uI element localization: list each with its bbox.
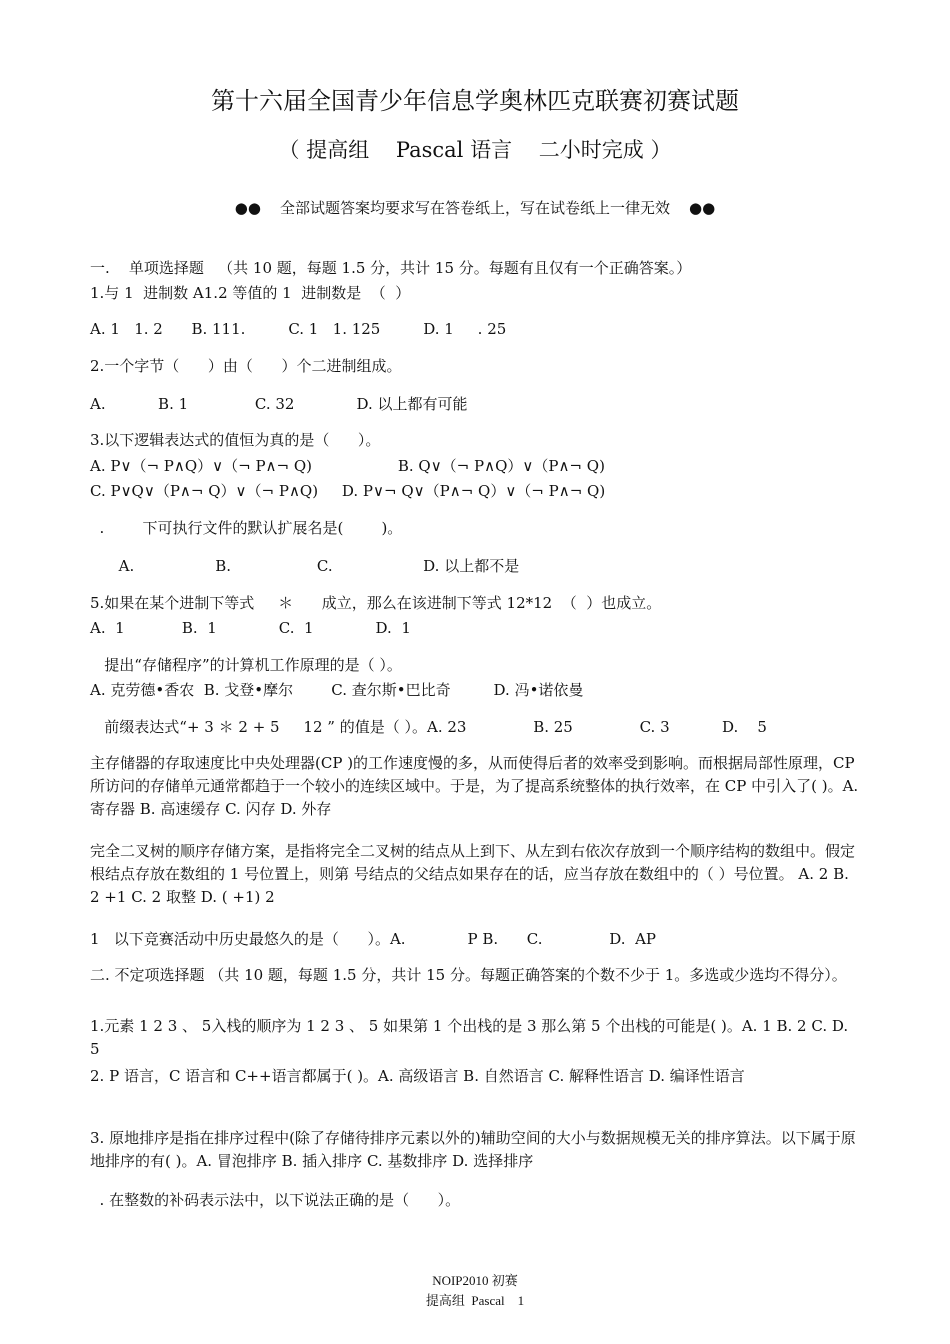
s1-question-4: . 下可执行文件的默认扩展名是( )。 (90, 519, 403, 537)
s2-question-2: 2. P 语言，C 语言和 C++语言都属于( )。A. 高级语言 B. 自然语言 C. 解释性语言 D. 编译性语言 (90, 1067, 745, 1085)
section2-heading: 二. 不定项选择题 （共 10 题，每题 1.5 分，共计 15 分。每题正确答案的个数不少于 1。多选或少选均不得分）。 (90, 966, 847, 984)
s1-question-7: 前缀表达式“+ 3 ＊ 2 + 5 12 ” 的值是（ ）。A. 23 B. 25 C. 3 D. 5 (90, 718, 767, 736)
s1-question-3: 3.以下逻辑表达式的值恒为真的是（ ）。 (90, 431, 381, 449)
s1-question-2: 2.一个字节（ ）由（ ）个二进制组成。 (90, 357, 402, 375)
footer-contest: NOIP2010 初赛 (432, 1273, 518, 1288)
page-subtitle: （ 提高组 Pascal 语言 二小时完成 ） (278, 138, 672, 162)
s1-question-3-options-ab: A. P∨（¬ P∧Q）∨（¬ P∧¬ Q) B. Q∨（¬ P∧Q）∨（P∧¬ Q) (90, 457, 605, 475)
s1-question-6-options: A. 克劳德•香农 B. 戈登•摩尔 C. 查尔斯•巴比奇 D. 冯•诺依曼 (90, 681, 584, 699)
s2-question-4: . 在整数的补码表示法中，以下说法正确的是（ ）。 (90, 1191, 461, 1209)
s1-question-4-options: A. B. C. D. 以上都不是 (90, 557, 520, 575)
s1-question-1-options: A. 1 1. 2 B. 111. C. 1 1. 125 D. 1 . 25 (90, 320, 507, 338)
s1-question-8: 主存储器的存取速度比中央处理器(CP )的工作速度慢的多，从而使得后者的效率受到影响。而根据局部性原理，CP 所访问的存储单元通常都趋于一个较小的连续区域中。于是，为了提高系统整体的执行效率，在 CP 中引入了( )。A. 寄存器 B. 高速缓存 C. 闪存 D. 外存 (90, 754, 859, 818)
footer-page: 提高组 Pascal 1 (425, 1293, 525, 1308)
s1-question-1: 1.与 1 进制数 A1.2 等值的 1 进制数是 （ ） (90, 284, 411, 302)
exam-notice: ●● 全部试题答案均要求写在答卷纸上，写在试卷纸上一律无效 ●● (234, 199, 716, 217)
s2-question-3: 3. 原地排序是指在排序过程中(除了存储待排序元素以外的)辅助空间的大小与数据规模无关的排序算法。以下属于原地排序的有( )。A. 冒泡排序 B. 插入排序 C. 基数排序 D. 选择排序 (90, 1129, 856, 1170)
s1-question-5-options: A. 1 B. 1 C. 1 D. 1 (90, 619, 411, 637)
s1-question-9: 完全二叉树的顺序存储方案，是指将完全二叉树的结点从上到下、从左到右依次存放到一个顺序结构的数组中。假定根结点存放在数组的 1 号位置上，则第 号结点的父结点如果存在的话，应当存放在数组中的（ ）号位置。 A. 2 B. 2 +1 C. 2 取整 D. ( +1) 2 (90, 842, 856, 906)
s1-question-10: 1 以下竞赛活动中历史最悠久的是（ ）。A. P B. C. D. AP (90, 930, 656, 948)
s1-question-6: 提出“存储程序”的计算机工作原理的是（ ）。 (90, 656, 402, 674)
s1-question-2-options: A. B. 1 C. 32 D. 以上都有可能 (90, 395, 468, 413)
s1-question-5: 5.如果在某个进制下等式 ＊ 成立，那么在该进制下等式 12*12 （ ）也成立。 (90, 594, 662, 612)
page-title: 第十六届全国青少年信息学奥林匹克联赛初赛试题 (211, 87, 739, 115)
section1-heading: 一. 单项选择题 （共 10 题，每题 1.5 分，共计 15 分。每题有且仅有一个正确答案。） (90, 259, 692, 277)
s2-question-1: 1.元素 1 2 3 、 5入栈的顺序为 1 2 3 、 5 如果第 1 个出栈的是 3 那么第 5 个出栈的可能是( )。A. 1 B. 2 C. D. 5 (90, 1017, 849, 1058)
s1-question-3-options-cd: C. P∨Q∨（P∧¬ Q）∨（¬ P∧Q) D. P∨¬ Q∨（P∧¬ Q）∨（¬ P∧¬ Q) (90, 482, 606, 500)
